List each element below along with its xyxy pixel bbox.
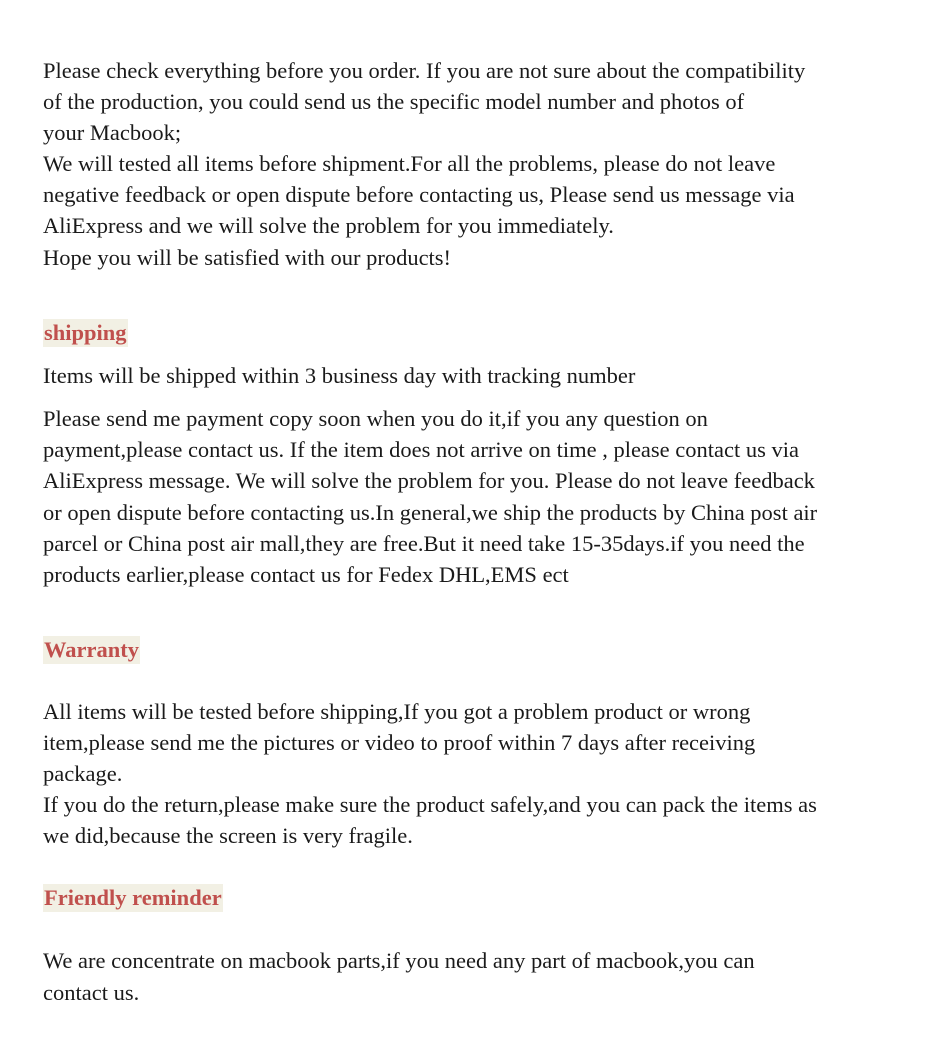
intro-line: Hope you will be satisfied with our products!: [43, 245, 452, 270]
shipping-line: parcel or China post air mall,they are free.But it need take 15-35days.if you need the: [43, 531, 805, 556]
shipping-line: Items will be shipped within 3 business day with tracking number: [43, 363, 636, 388]
warranty-line: we did,because the screen is very fragile.: [43, 823, 413, 848]
shipping-line: AliExpress message. We will solve the problem for you. Please do not leave feedback: [43, 468, 815, 493]
intro-line: Please check everything before you order. If you are not sure about the compatibility: [43, 58, 806, 83]
shipping-line: Please send me payment copy soon when you do it,if you any question on: [43, 406, 708, 431]
warranty-line: If you do the return,please make sure the product safely,and you can pack the items as: [43, 792, 817, 817]
reminder-line: We are concentrate on macbook parts,if you need any part of macbook,you can: [43, 948, 755, 973]
warranty-line: package.: [43, 761, 123, 786]
warranty-heading: Warranty: [44, 637, 139, 662]
intro-line: We will tested all items before shipment.For all the problems, please do not leave: [43, 151, 776, 176]
shipping-heading: shipping: [44, 320, 127, 345]
shipping-line: or open dispute before contacting us.In general,we ship the products by China post air: [43, 500, 818, 525]
reminder-heading: Friendly reminder: [44, 885, 222, 910]
shipping-line: payment,please contact us. If the item does not arrive on time , please contact us via: [43, 437, 799, 462]
warranty-line: All items will be tested before shipping,If you got a problem product or wrong: [43, 699, 751, 724]
intro-line: of the production, you could send us the specific model number and photos of: [43, 89, 745, 114]
shipping-line: products earlier,please contact us for Fedex DHL,EMS ect: [43, 562, 569, 587]
reminder-line: contact us.: [43, 980, 140, 1005]
warranty-line: item,please send me the pictures or video to proof within 7 days after receiving: [43, 730, 756, 755]
intro-line: negative feedback or open dispute before contacting us, Please send us message via: [43, 182, 795, 207]
intro-line: AliExpress and we will solve the problem for you immediately.: [43, 213, 614, 238]
intro-line: your Macbook;: [43, 120, 182, 145]
